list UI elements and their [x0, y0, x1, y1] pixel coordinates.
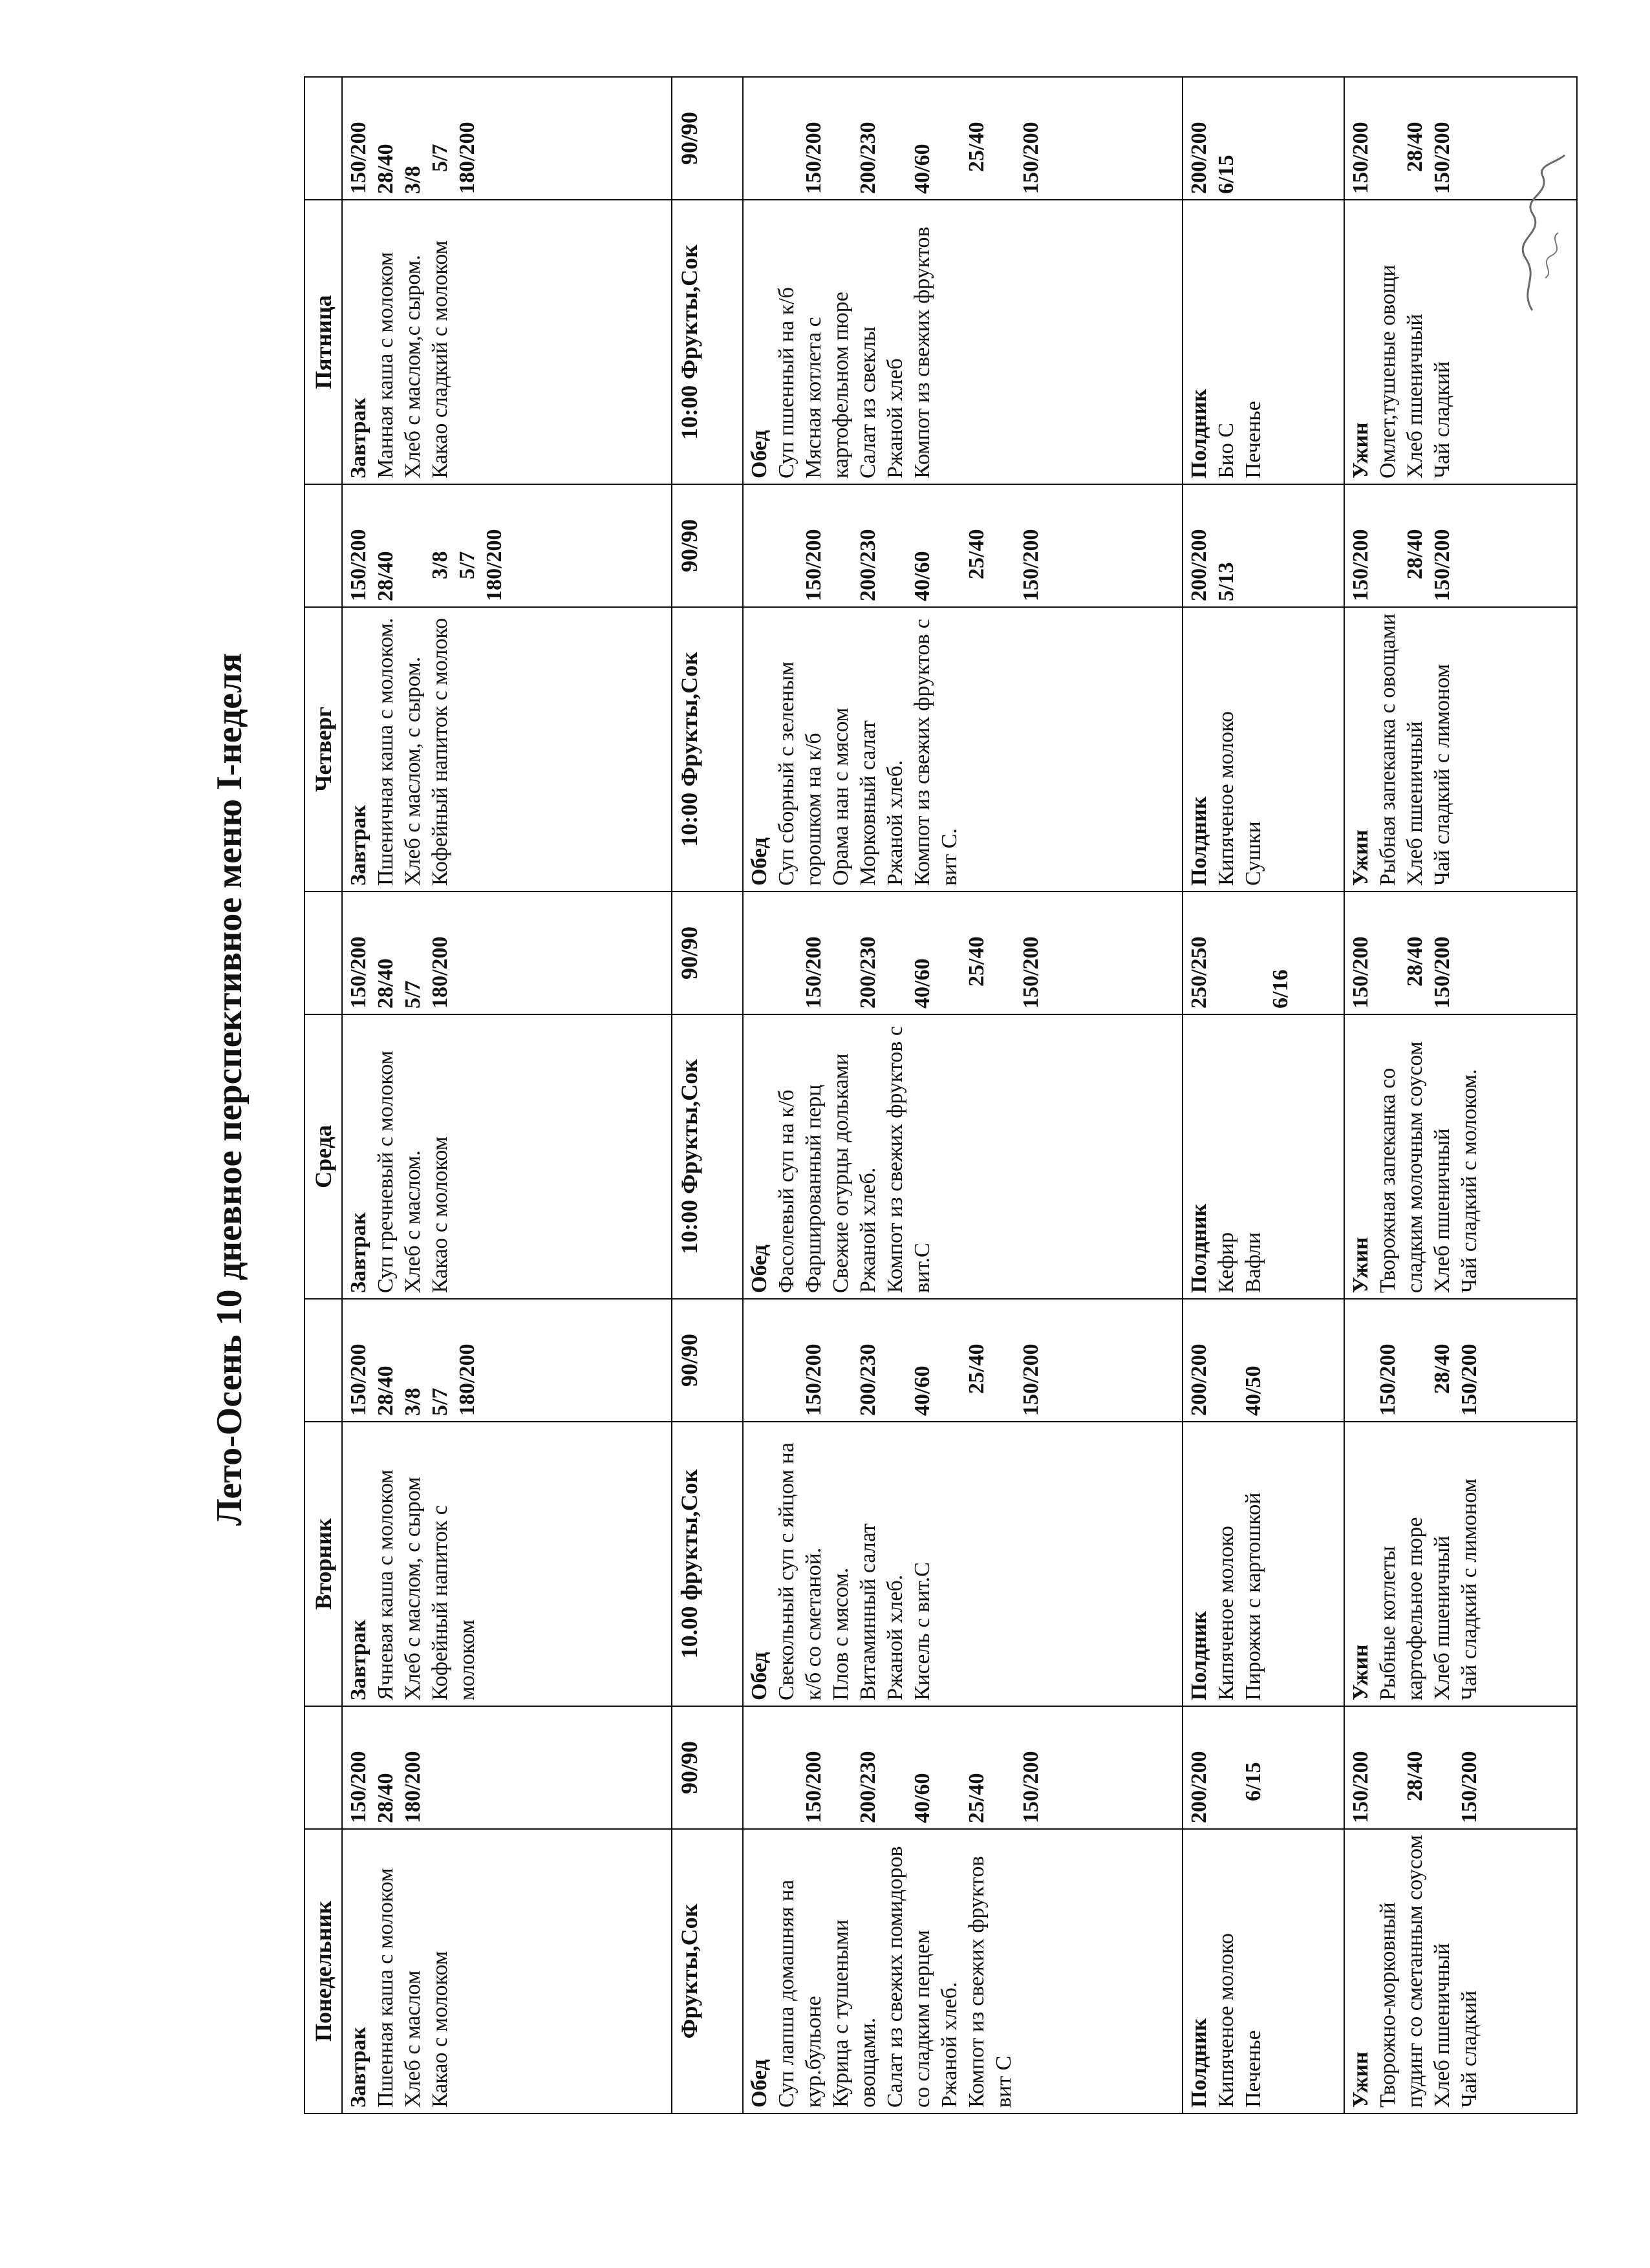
dish-item: Чай сладкий с лимоном [1430, 663, 1454, 886]
rotated-page [194, 65, 1487, 2114]
weights-cell [1183, 1299, 1344, 1422]
dish-item: Компот из свежих фруктов [910, 226, 934, 478]
weights-cell [1183, 484, 1344, 607]
poldnik-cell [1183, 1014, 1344, 1299]
dish-item: Пшеничная каша с молоком. [374, 617, 398, 886]
dinner-cell [1344, 1014, 1577, 1299]
weights-cell [1183, 892, 1344, 1014]
snack10-label: 10:00 Фрукты,Сок [672, 200, 743, 484]
dish-item: Био С [1214, 423, 1238, 478]
dish-item: Фасолевый суп на к/б [775, 1089, 798, 1293]
portion-weights: 200/200 6/15 [1187, 122, 1238, 194]
dish-item: Суп гречневый с молоком [374, 1051, 398, 1293]
dish-item: Пшенная каша с молоком [374, 1868, 398, 2108]
dish-item: Пирожки с картошкой [1241, 1492, 1265, 1700]
snack10-weight: 90/90 [672, 892, 743, 1014]
weights-cell [342, 1706, 672, 1829]
dish-item: Витаминный салат [856, 1523, 880, 1700]
portion-weights: 150/200 28/40 180/200 [347, 1751, 425, 1823]
menu-table [304, 76, 1578, 2114]
page-title: Лето-Осень 10 дневное перспективное меню I-неделя [209, 653, 250, 1526]
meal-heading: Завтрак [347, 397, 370, 478]
snack10-label: 10:00 Фрукты,Сок [672, 607, 743, 892]
snack10-label: 10:00 Фрукты,Сок [672, 1014, 743, 1299]
portion-weights: 150/200 28/40 3/8 5/7 180/200 [347, 122, 479, 194]
portion-weights: 150/200 28/40 150/200 [1349, 529, 1454, 601]
dish-item: Орама нан с мясом [829, 707, 853, 886]
portion-weights: 150/200 28/40 150/200 [1376, 1343, 1481, 1416]
dish-item: Хлеб с маслом [401, 1970, 425, 2108]
breakfast-cell [342, 1014, 672, 1299]
portion-weights: 150/200 200/230 40/60 25/40 150/200 [802, 122, 1043, 194]
dish-item: Ржаной хлеб [883, 358, 907, 478]
dinner-row [1344, 77, 1577, 2113]
weights-cell [342, 77, 672, 200]
weights-cell [1344, 1299, 1577, 1422]
dish-item: Печенье [1241, 2030, 1265, 2108]
dish-item: Кофейный напиток с молоком [428, 1505, 479, 1700]
dish-item: Хлеб пшеничный [1430, 1128, 1454, 1293]
portion-weights: 150/200 200/230 40/60 25/40 150/200 [802, 936, 1043, 1009]
portion-weights: 150/200 28/40 150/200 [1349, 936, 1454, 1009]
dish-item: Мясная котлета с картофельном пюре [802, 292, 853, 478]
snack10-row [672, 77, 743, 2113]
weights-cell [342, 484, 672, 607]
meal-heading: Полдник [1187, 2018, 1211, 2108]
weights-cell [342, 892, 672, 1014]
breakfast-cell [342, 607, 672, 892]
weights-cell [1183, 77, 1344, 200]
meal-heading: Завтрак [347, 2026, 370, 2108]
day-header-wed: Среда [305, 1014, 342, 1299]
snack10-weight: 90/90 [672, 484, 743, 607]
dish-item: Сушки [1241, 821, 1265, 886]
breakfast-row [342, 77, 672, 2113]
snack10-label: 10.00 фрукты,Сок [672, 1422, 743, 1706]
dish-item: Кипяченое молоко [1214, 1933, 1238, 2108]
dish-item: Компот из свежих фруктов с вит С. [910, 618, 961, 886]
breakfast-cell [342, 200, 672, 484]
weights-cell [743, 892, 1183, 1014]
dish-item: Печенье [1241, 401, 1265, 478]
portion-weights: 150/200 28/40 3/8 5/7 180/200 [347, 529, 506, 601]
day-header-tue: Вторник [305, 1422, 342, 1706]
weights-cell [1183, 1706, 1344, 1829]
dish-item: Чай сладкий [1430, 361, 1454, 478]
meal-heading: Обед [747, 1652, 771, 1700]
meal-heading: Завтрак [347, 1619, 370, 1700]
dish-item: Кипяченое молоко [1214, 1526, 1238, 1700]
day-header-thu: Четверг [305, 607, 342, 892]
dish-item: Какао с молоком [428, 1951, 452, 2108]
lunch-cell [743, 1014, 1183, 1299]
dinner-cell [1344, 607, 1577, 892]
meal-heading: Полдник [1187, 389, 1211, 478]
day-header-mon: Понедельник [305, 1829, 342, 2113]
dinner-cell [1344, 1829, 1577, 2113]
weights-cell [1344, 892, 1577, 1014]
dish-item: Суп лапша домашняя на кур.бульоне [775, 1879, 826, 2108]
dish-item: Хлеб пшеничный [1403, 314, 1427, 478]
dish-item: Кисель с вит.С [910, 1562, 934, 1700]
meal-heading: Обед [747, 1245, 771, 1293]
meal-heading: Ужин [1349, 829, 1373, 886]
dish-item: Плов с мясом. [829, 1567, 853, 1700]
portion-weights: 150/200 28/40 3/8 5/7 180/200 [347, 1343, 479, 1416]
dinner-cell [1344, 1422, 1577, 1706]
dish-item: Какао с молоком [428, 1136, 452, 1293]
dish-item: Курица с тушеными овощами. [829, 1919, 880, 2108]
meal-heading: Обед [747, 837, 771, 886]
poldnik-cell [1183, 607, 1344, 892]
snack10-label: Фрукты,Сок [672, 1829, 743, 2113]
dish-item: Морковный салат [856, 720, 880, 886]
meal-heading: Ужин [1349, 2051, 1373, 2108]
dish-item: Творожная запеканка со сладким молочным соусом [1376, 1041, 1427, 1293]
poldnik-cell [1183, 1829, 1344, 2113]
meal-heading: Завтрак [347, 804, 370, 886]
portion-weights: 150/200 200/230 40/60 25/40 150/200 [802, 1343, 1043, 1416]
meal-heading: Обед [747, 430, 771, 478]
dish-item: Кипяченое молоко [1214, 711, 1238, 886]
dish-item: Кофейный напиток с молоко [428, 617, 452, 886]
weights-cell [743, 77, 1183, 200]
dish-item: Какао сладкий с молоком [428, 240, 452, 478]
weights-cell [743, 484, 1183, 607]
dish-item: Творожно-морковный пудинг со сметанным соусом [1376, 1835, 1427, 2108]
weights-cell [1344, 484, 1577, 607]
dish-item: Фаршированный перц [802, 1084, 826, 1293]
dish-item: Ржаной хлеб. [883, 1574, 907, 1700]
dish-item: Ржаной хлеб. [883, 760, 907, 886]
dish-item: Чай сладкий [1457, 1990, 1481, 2108]
dish-item: Хлеб пшеничный [1403, 721, 1427, 886]
dish-item: Свекольный суп с яйцом на к/б со сметаной. [775, 1442, 826, 1700]
dish-item: Рыбная запеканка с овощами [1376, 613, 1400, 886]
portion-weights: 150/200 28/40 5/7 180/200 [347, 936, 452, 1009]
breakfast-cell [342, 1422, 672, 1706]
dish-item: Суп сборный с зеленым горошком на к/б [775, 661, 826, 886]
dish-item: Хлеб с маслом. [401, 1150, 425, 1293]
portion-weights: 200/200 6/15 [1187, 1751, 1265, 1823]
poldnik-cell [1183, 200, 1344, 484]
weights-cell [743, 1299, 1183, 1422]
meal-heading: Ужин [1349, 422, 1373, 478]
dish-item: Манная каша с молоком [374, 251, 398, 478]
day-header-fri: Пятница [305, 200, 342, 484]
dish-item: Хлеб с маслом,с сыром. [401, 255, 425, 478]
dish-item: Свежие огурцы дольками [829, 1053, 853, 1293]
meal-heading: Завтрак [347, 1212, 370, 1293]
portion-weights: 250/250 6/16 [1187, 936, 1292, 1009]
dish-item: Ячневая каша с молоком [374, 1469, 398, 1700]
dish-item: Суп пшенный на к/б [775, 287, 798, 478]
dish-item: Чай сладкий с лимоном [1457, 1478, 1481, 1700]
dish-item: Кефир [1214, 1232, 1238, 1293]
weights-cell [342, 1299, 672, 1422]
dish-item: Хлеб с маслом, с сыром. [401, 656, 425, 886]
meal-heading: Обед [747, 2059, 771, 2108]
meal-heading: Полдник [1187, 1610, 1211, 1700]
dish-item: Вафли [1241, 1232, 1265, 1293]
dish-item: Компот из свежих фруктов с вит.С [883, 1025, 934, 1293]
portion-weights: 150/200 200/230 40/60 25/40 150/200 [802, 529, 1043, 601]
portion-weights: 200/200 40/50 [1187, 1343, 1265, 1416]
snack10-weight: 90/90 [672, 1706, 743, 1829]
meal-heading: Ужин [1349, 1237, 1373, 1293]
weights-cell [1344, 1706, 1577, 1829]
lunch-cell [743, 200, 1183, 484]
dish-item: Хлеб пшеничный [1430, 1535, 1454, 1700]
lunch-cell [743, 1829, 1183, 2113]
dish-item: Ржаной хлеб. [856, 1167, 880, 1293]
portion-weights: 150/200 28/40 150/200 [1349, 1751, 1481, 1823]
lunch-cell [743, 607, 1183, 892]
poldnik-row [1183, 77, 1344, 2113]
dish-item: Чай сладкий с молоком. [1457, 1069, 1481, 1293]
meal-heading: Полдник [1187, 1203, 1211, 1293]
weights-cell [743, 1706, 1183, 1829]
portion-weights: 150/200 200/230 40/60 25/40 150/200 [802, 1751, 1043, 1823]
snack10-weight: 90/90 [672, 1299, 743, 1422]
lunch-cell [743, 1422, 1183, 1706]
dish-item: Салат из свеклы [856, 326, 880, 478]
dish-item: Омлет,тушеные овощи [1376, 264, 1400, 478]
dish-item: Ржаной хлеб. [938, 1982, 961, 2108]
poldnik-cell [1183, 1422, 1344, 1706]
signature-scribble [1494, 149, 1623, 317]
breakfast-cell [342, 1829, 672, 2113]
portion-weights: 150/200 28/40 150/200 [1349, 122, 1454, 194]
header-row [305, 77, 342, 2113]
dish-item: Хлеб с маслом, с сыром [401, 1477, 425, 1700]
dish-item: Салат из свежих помидоров со сладким перцем [883, 1846, 934, 2108]
dish-item: картофельное пюре [1403, 1517, 1427, 1700]
lunch-row [743, 77, 1183, 2113]
dish-item: Хлеб пшеничный [1430, 1943, 1454, 2108]
dish-item: Компот из свежих фруктов вит С [965, 1856, 1016, 2108]
portion-weights: 200/200 5/13 [1187, 529, 1238, 601]
meal-heading: Полдник [1187, 796, 1211, 886]
meal-heading: Ужин [1349, 1644, 1373, 1700]
dish-item: Рыбные котлеты [1376, 1546, 1400, 1700]
snack10-weight: 90/90 [672, 77, 743, 200]
